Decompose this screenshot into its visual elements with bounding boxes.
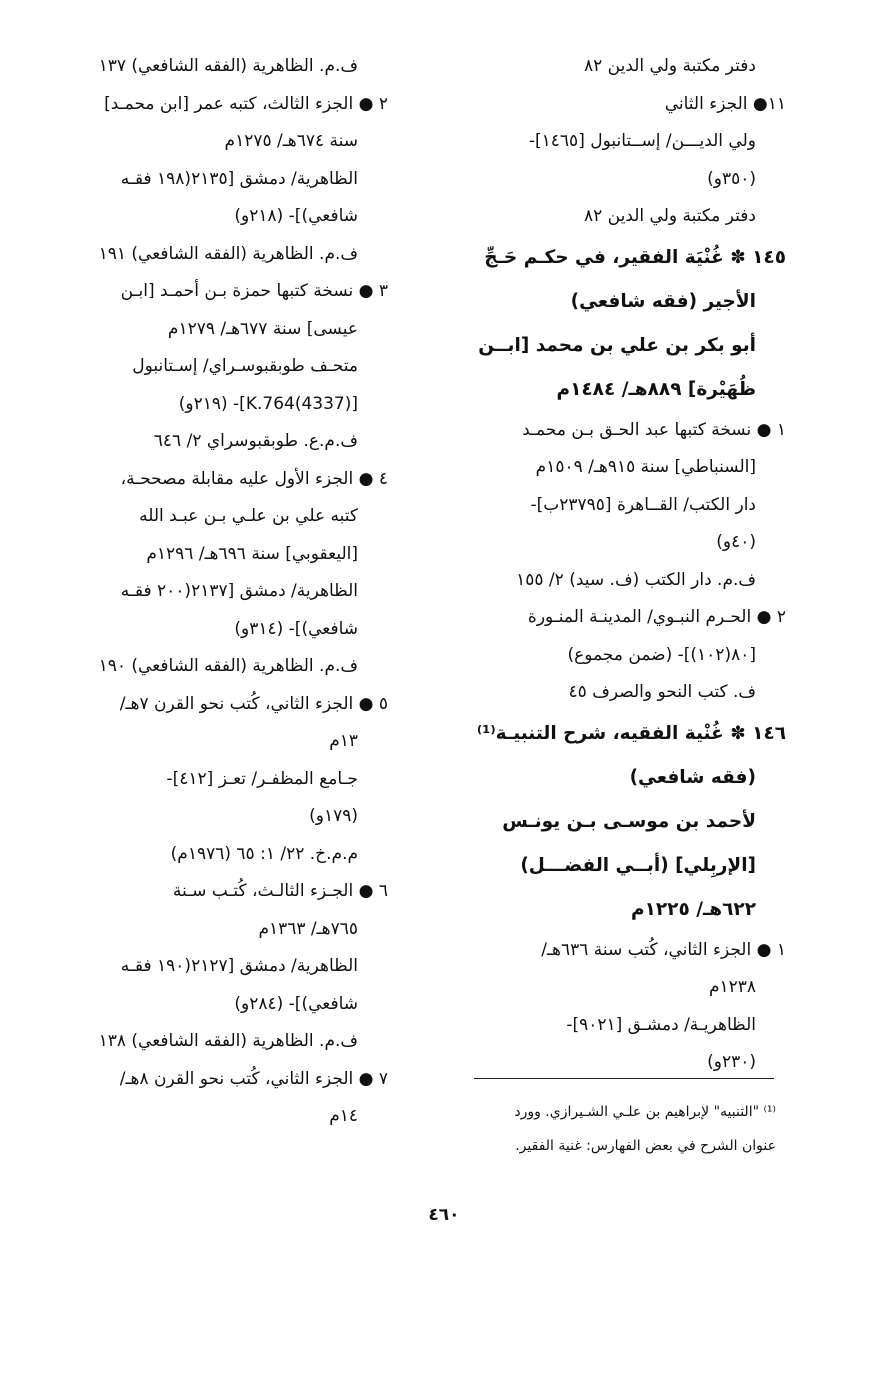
text-line: الظاهرية/ دمشق [٢١٣٧(٢٠٠ فقـه xyxy=(120,581,358,601)
text-line: (٣٥٠و) xyxy=(707,168,756,189)
text-line: ١٢٣٨م xyxy=(708,977,756,997)
text-line: ف.م. الظاهرية (الفقه الشافعي) ١٣٨ xyxy=(98,1031,358,1051)
text-line: ١ ● الجزء الثاني، كُتب سنة ٦٣٦هـ/ xyxy=(541,939,786,960)
text-line: [الإربِلي] (أبــي الفضـــل) xyxy=(520,854,756,876)
text-line: ٢ ● الجزء الثالث، كتبه عمر [ابن محمـد] xyxy=(104,93,388,114)
text-line: ١٤٦ ✽ غُنْية الفقيه، شرح التنبيـة⁽¹⁾ xyxy=(476,722,786,744)
text-line: ف.م. الظاهرية (الفقه الشافعي) ١٩١ xyxy=(98,243,358,264)
text-line: [٨٠(١٠٢)]- (ضمن مجموع) xyxy=(567,644,756,665)
text-line: شافعي)]- (٢١٨و) xyxy=(234,206,358,226)
text-line: جـامع المظفـر/ تعـز [٤١٢]- xyxy=(166,768,358,789)
footnote xyxy=(436,1095,776,1163)
footnote-separator xyxy=(474,1078,774,1079)
text-line: دفتر مكتبة ولي الدين ٨٢ xyxy=(583,56,756,76)
text-line: (٢٣٠و) xyxy=(707,1052,756,1072)
text-line: ٤ ● الجزء الأول عليه مقابلة مصححـة، xyxy=(120,468,388,489)
text-line: ٧٦٥هـ/ ١٣٦٣م xyxy=(258,918,358,939)
text-line: ٦ ● الجـزء الثالـث، كُتـب سـنة xyxy=(172,881,388,901)
text-line: الظاهرية/ دمشق [٢١٣٥(١٩٨ فقـه xyxy=(120,168,358,189)
text-line: شافعي)]- (٢٨٤و) xyxy=(234,993,358,1014)
text-line: م.م.خ. ٢٢/ ١: ٦٥ (١٩٧٦م) xyxy=(170,843,358,864)
footnote-line: عنوان الشرح في بعض الفهارس: غنية الفقير. xyxy=(515,1138,776,1154)
footnote-line: ⁽¹⁾ "التنبيه" لإبراهيم بن علـي الشـيرازي. وورد xyxy=(514,1104,776,1120)
right-column xyxy=(451,48,786,1082)
text-line: شافعي)]- (٣١٤و) xyxy=(234,618,358,639)
text-line: الأجير (فقه شافعي) xyxy=(570,290,756,312)
page-number: ٤٦٠ xyxy=(428,1205,460,1225)
text-line: ٥ ● الجزء الثاني، كُتب نحو القرن ٧هـ/ xyxy=(119,693,388,714)
text-line: ٣ ● نسخة كتبها حمزة بـن أحمـد [ابـن xyxy=(120,281,388,301)
text-line: ٦٢٢هـ/ ١٢٢٥م xyxy=(631,898,756,920)
text-line: ١٤٥ ✽ غُنْيَة الفقير، في حكـم حَـجِّ xyxy=(484,246,786,268)
left-column xyxy=(58,48,388,1136)
text-line: دفتر مكتبة ولي الدين ٨٢ xyxy=(583,206,756,226)
text-line: ظُهَيْرة] ٨٨٩هـ/ ١٤٨٤م xyxy=(556,378,756,400)
text-line: كتبه علي بن علـي بـن عبـد الله xyxy=(139,506,358,526)
text-line: (١٧٩و) xyxy=(309,806,358,826)
text-line: ولي الديـــن/ إســتانبول [١٤٦٥]- xyxy=(528,131,756,151)
text-line: أبو بكر بن علي بن محمد [ابــن xyxy=(478,334,756,356)
text-line: ف. كتب النحو والصرف ٤٥ xyxy=(568,682,756,702)
text-line: دار الكتب/ القــاهرة [٢٣٧٩٥ب]- xyxy=(530,494,756,515)
text-line: ف.م. دار الكتب (ف. سيد) ٢/ ١٥٥ xyxy=(516,569,756,590)
text-line: الظاهريـة/ دمشـق [٩٠٢١]- xyxy=(566,1014,756,1035)
text-line: ١٤م xyxy=(329,1106,358,1126)
text-line: الظاهرية/ دمشق [٢١٢٧(١٩٠ فقـه xyxy=(120,956,358,976)
text-line: ف.م. الظاهرية (الفقه الشافعي) ١٩٠ xyxy=(98,656,358,676)
text-line: (فقه شافعي) xyxy=(629,766,756,788)
text-line: ف.م. الظاهرية (الفقه الشافعي) ١٣٧ xyxy=(98,56,358,76)
text-line: لأحمد بن موسـى بـن يونـس xyxy=(502,810,756,832)
text-line: ٧ ● الجزء الثاني، كُتب نحو القرن ٨هـ/ xyxy=(119,1068,388,1089)
text-line: سنة ٦٧٤هـ/ ١٢٧٥م xyxy=(224,131,358,151)
text-line: [K.764(4337)]- (٢١٩و) xyxy=(178,393,358,414)
text-line: [اليعقوبي] سنة ٦٩٦هـ/ ١٢٩٦م xyxy=(146,543,358,564)
text-line: [السنباطي] سنة ٩١٥هـ/ ١٥٠٩م xyxy=(535,457,756,477)
text-line: ١١● الجزء الثاني xyxy=(664,93,786,114)
text-line: عيسى] سنة ٦٧٧هـ/ ١٢٧٩م xyxy=(167,318,358,339)
text-line: ف.م.ع. طوبقبوسراي ٢/ ٦٤٦ xyxy=(153,431,358,451)
text-line: ٢ ● الحـرم النبـوي/ المدينـة المنـورة xyxy=(527,607,786,627)
text-line: ١ ● نسخة كتبها عبد الحـق بـن محمـد xyxy=(522,419,786,440)
text-line: (٤٠و) xyxy=(716,532,756,552)
text-line: ١٣م xyxy=(329,731,358,751)
text-line: متحـف طوبقبوسـراي/ إسـتانبول xyxy=(132,356,358,376)
